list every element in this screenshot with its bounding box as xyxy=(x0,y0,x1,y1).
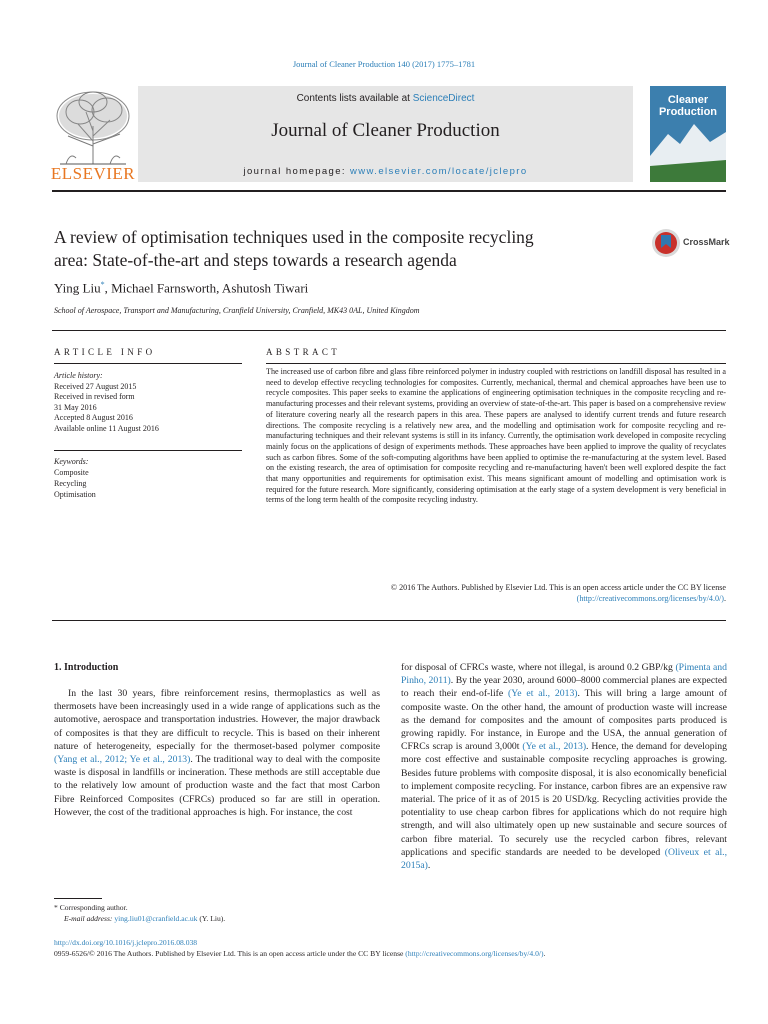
article-title: A review of optimisation techniques used in the composite recycling area: State-of-the-art and steps towards a research agenda xyxy=(54,227,534,270)
citation-link[interactable]: (Oliveux et al., 2015a) xyxy=(401,846,727,872)
keyword: Recycling xyxy=(54,479,87,488)
crossmark-icon xyxy=(651,228,681,258)
citation-link[interactable]: (Yang et al., 2012; Ye et al., 2013) xyxy=(54,754,191,766)
footnote-rule xyxy=(54,898,102,899)
corresponding-author-mark[interactable]: * xyxy=(100,280,105,289)
cover-title-line1: Cleaner xyxy=(667,94,709,106)
abstract-copyright: © 2016 The Authors. Published by Elsevier Ltd. This is an open access article under the CC BY license (http://creativecommons.org/licenses/by/4.0/). xyxy=(390,583,726,603)
paragraph: In the last 30 years, fibre reinforcement resins, thermoplastics as well as thermosets have been increasingly used in a wide range of applications such as the automotive, aerospace and transportation industries. However, the major drawback of composites is that they are difficult to recycle. This is based on their inherent nature of heterogeneity, especially for the thermoset-based polymer composite (Yang et al., 2012; Ye et al., 2013). The traditional way to deal with the composite waste is disposal in landfills or incineration. These methods are still acceptable due to the relatively low amount of production waste and the fact that most Carbon Fibre Reinforced Composites (CFRCs) produced so far are still in operation. However, the cost of the traditional approaches is high. For instance, the cost xyxy=(54,688,381,818)
journal-cover-image xyxy=(650,86,726,182)
contents-line: Contents lists available at ScienceDirect xyxy=(296,93,475,104)
homepage-link[interactable]: www.elsevier.com/locate/jclepro xyxy=(350,166,528,177)
journal-homepage: journal homepage: www.elsevier.com/locate/jclepro xyxy=(243,166,528,177)
article-info-rule xyxy=(54,363,242,364)
paragraph: for disposal of CFRCs waste, where not illegal, is around 0.2 GBP/kg (Pimenta and Pinho, 2011). By the year 2030, around 6000–8000 commercial planes are expected to reach their end-of-life (Ye et al., 2013). This will bring a large amount of composite waste. On the other hand, the amount of production waste will increase as the demand for composites and the amount of composites parts produced is growing rapidly. For instance, in Europe and the USA, the annual generation of CFRCs scrap is around 3,000t (Ye et al., 2013). Hence, the demand for developing more cost effective and sustainable composite recycling approaches is growing. Besides future problems with composite disposal, it is also economically beneficial to implement composite recycling. For instance, carbon fibres are an expensive raw material. The price of it as of 2015 is 20 USD/kg. Recycling activities provide the potentiality to use cheap carbon fibres for applications which do not require high strength, and will also ultimately open up new sustainable and secure sources of carbon fibre material. To securely use the recycled carbon fibres, relevant applications and specific standards are needed to be developed (Oliveux et al., 2015a). xyxy=(401,662,727,872)
keyword: Composite xyxy=(54,468,89,477)
abstract-text: The increased use of carbon fibre and glass fibre reinforced polymer in industry coupled with restrictions on landfill disposal has resulted in a need to develop effective recycling technologies for composites. Currently, mechanical, thermal and chemical approaches have been use to recycle composites. This paper seeks to examine the applications of engineering optimisation techniques in the composite recycling and re-manufacturing processes and their relevant systems, providing an overview of state-of-the-art. This paper is based on a comprehensive review of literature covering nearly all the research papers in this area. These papers are analysed to identify current trends and future research directions. The composite recycling is a relatively new area, and the modelling and optimisation work for composite recycling and re-manufacturing techniques and their relevant systems is still in its infancy. Currently, the optimisation work developed in composite recycling mainly focus on the applications of design of experiments methods. These approaches have been applied to improve the quality of recyclates such as carbon fibres. Some of the soft-computing algorithms have been applied to optimise the re-manufacturing at the system level. Based on the existing research, the area of optimisation for composite recycling and re-manufacturing haven't been well explored despite the fact that many opportunities and requirements for optimisation exist. This means significant amount of modelling and optimisation work is required for the future research. More significantly, considering optimisation at the early stage of a system development is very beneficial in terms of the long term health of the composite recycling industry. xyxy=(266,367,726,505)
author-name: Ying Liu xyxy=(54,280,101,296)
abstract-bottom-rule xyxy=(52,620,726,621)
keywords-rule xyxy=(54,450,242,451)
journal-name: Journal of Cleaner Production xyxy=(271,120,500,141)
elsevier-publisher-name: ELSEVIER xyxy=(50,164,136,183)
title-rule xyxy=(52,330,726,331)
body-column-left xyxy=(54,687,380,819)
article-info-heading: ARTICLE INFO xyxy=(54,347,156,357)
journal-citation[interactable]: Journal of Cleaner Production 140 (2017) 1775–1781 xyxy=(292,59,476,69)
issn-license-line: 0959-6526/© 2016 The Authors. Published by Elsevier Ltd. This is an open access article under the CC BY license (http://creativecommons.org/licenses/by/4.0/). xyxy=(54,949,546,958)
footnote: * Corresponding author. E-mail address: ying.liu01@cranfield.ac.uk (Y. Liu). xyxy=(54,903,226,923)
keywords: Keywords: Composite Recycling Optimisation xyxy=(54,457,96,499)
citation-link[interactable]: (Pimenta and Pinho, 2011) xyxy=(401,662,727,687)
footer-license-link[interactable]: (http://creativecommons.org/licenses/by/4.0/) xyxy=(405,949,544,958)
crossmark-badge[interactable] xyxy=(651,228,731,260)
crossmark-label: CrossMark xyxy=(683,237,730,247)
article-history: Article history: Received 27 August 2015 Received in revised form 31 May 2016 Accepted 8 August 2016 Available online 11 August 2016 xyxy=(54,371,159,433)
abstract-heading: ABSTRACT xyxy=(266,347,341,357)
author-email-link[interactable]: ying.liu01@cranfield.ac.uk xyxy=(114,913,198,923)
license-link[interactable]: (http://creativecommons.org/licenses/by/4.0/) xyxy=(576,594,724,603)
citation-link[interactable]: (Ye et al., 2013) xyxy=(522,741,587,753)
citation-link[interactable]: (Ye et al., 2013) xyxy=(508,688,578,700)
sciencedirect-link[interactable]: ScienceDirect xyxy=(412,93,475,104)
keyword: Optimisation xyxy=(54,490,96,499)
doi-link[interactable]: http://dx.doi.org/10.1016/j.jclepro.2016.08.038 xyxy=(54,938,198,947)
abstract-rule xyxy=(266,363,726,364)
section-heading-introduction: 1. Introduction xyxy=(54,662,119,673)
body-column-right xyxy=(401,661,727,872)
header-rule xyxy=(52,190,726,192)
cover-title-line2: Production xyxy=(658,106,718,118)
affiliation: School of Aerospace, Transport and Manufacturing, Cranfield University, Cranfield, MK43 0AL, United Kingdom xyxy=(54,306,420,315)
author-list: Ying Liu*, Michael Farnsworth, Ashutosh Tiwari xyxy=(54,280,309,296)
